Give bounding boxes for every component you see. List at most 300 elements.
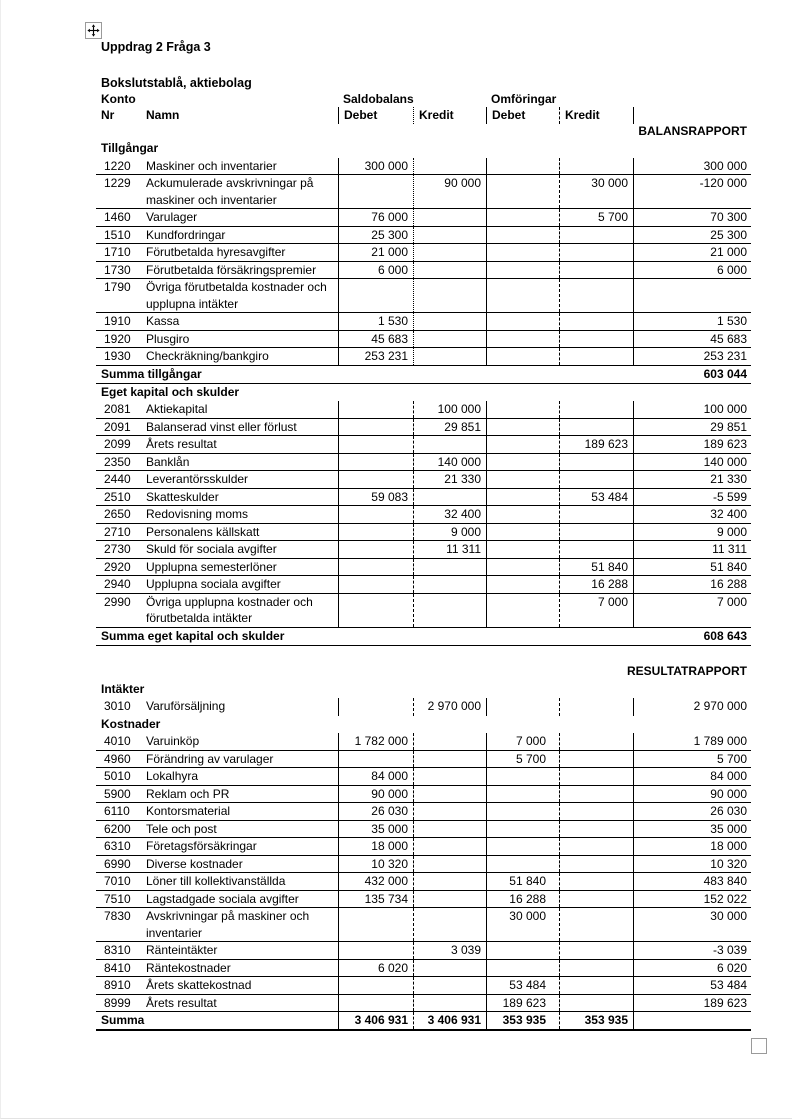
saldobalans-debet-cell[interactable]: 135 734 xyxy=(338,891,413,908)
account-row xyxy=(96,960,751,978)
omforingar-debet-cell[interactable] xyxy=(486,803,559,820)
account-name-cell[interactable]: Diverse kostnader xyxy=(146,856,243,871)
omforingar-kredit-cell[interactable]: 51 840 xyxy=(559,559,633,576)
table-resize-handle-icon[interactable] xyxy=(751,1038,767,1054)
rapport-value-cell[interactable]: -3 039 xyxy=(633,942,751,959)
saldobalans-debet-cell[interactable] xyxy=(338,175,413,208)
rapport-value-cell[interactable]: 16 288 xyxy=(633,576,751,593)
account-name-cell[interactable]: Skuld för sociala avgifter xyxy=(146,542,277,556)
account-row xyxy=(96,594,751,628)
omforingar-kredit-cell[interactable] xyxy=(559,419,633,436)
account-name-cell[interactable]: Skatteskulder xyxy=(146,489,219,504)
saldobalans-kredit-cell[interactable]: 100 000 xyxy=(413,401,486,418)
account-name-cell[interactable]: Ränteintäkter xyxy=(146,943,218,957)
saldobalans-kredit-cell[interactable] xyxy=(413,838,486,855)
account-name-cell[interactable]: Räntekostnader xyxy=(146,960,231,975)
saldobalans-debet-cell[interactable] xyxy=(338,995,413,1012)
omforingar-kredit-cell[interactable] xyxy=(559,471,633,488)
saldobalans-debet-cell[interactable]: 253 231 xyxy=(338,348,413,365)
account-number-cell[interactable]: 6310 xyxy=(104,839,131,853)
omforingar-kredit-cell[interactable] xyxy=(559,401,633,418)
rapport-value-cell[interactable]: 189 623 xyxy=(633,995,751,1012)
saldobalans-debet-cell[interactable]: 26 030 xyxy=(338,803,413,820)
omforingar-debet-cell[interactable] xyxy=(486,559,559,576)
account-name-cell[interactable]: Kundfordringar xyxy=(146,227,226,242)
omforingar-kredit-cell[interactable] xyxy=(559,891,633,908)
saldobalans-kredit-header: Kredit xyxy=(413,107,486,124)
account-number-cell[interactable]: 8999 xyxy=(104,995,131,1010)
saldobalans-debet-cell[interactable] xyxy=(338,436,413,453)
saldobalans-kredit-cell[interactable]: 11 311 xyxy=(413,541,486,558)
omforingar-kredit-cell[interactable] xyxy=(559,227,633,244)
account-name-cell[interactable]: Upplupna sociala avgifter xyxy=(146,577,281,591)
rapport-value-cell[interactable]: 2 970 000 xyxy=(633,698,751,716)
saldobalans-debet-cell[interactable] xyxy=(338,279,413,312)
account-number-cell[interactable]: 2510 xyxy=(104,489,131,504)
saldobalans-kredit-cell[interactable] xyxy=(413,331,486,348)
account-number-cell[interactable]: 7010 xyxy=(104,874,131,888)
rapport-value-cell[interactable]: 21 000 xyxy=(633,244,751,261)
account-name-cell[interactable]: Lagstadgade sociala avgifter xyxy=(146,891,299,906)
saldobalans-kredit-cell[interactable]: 140 000 xyxy=(413,454,486,471)
omforingar-kredit-cell[interactable] xyxy=(559,454,633,471)
saldobalans-debet-cell[interactable] xyxy=(338,471,413,488)
saldobalans-debet-cell[interactable]: 18 000 xyxy=(338,838,413,855)
account-number-cell[interactable]: 2940 xyxy=(104,577,131,591)
rapport-value-cell[interactable]: 1 789 000 xyxy=(633,733,751,750)
account-name-cell[interactable]: Kontorsmaterial xyxy=(146,804,231,818)
rapport-value-cell[interactable]: 21 330 xyxy=(633,471,751,488)
account-number-cell[interactable]: 1229 xyxy=(104,176,131,190)
rapport-value-cell[interactable]: 26 030 xyxy=(633,803,751,820)
rapport-value-cell[interactable] xyxy=(633,279,751,312)
saldobalans-kredit-cell[interactable] xyxy=(413,262,486,279)
saldobalans-kredit-cell[interactable] xyxy=(413,576,486,593)
rapport-value-cell[interactable]: 140 000 xyxy=(633,454,751,471)
account-name-cell[interactable]: Upplupna semesterlöner xyxy=(146,559,277,574)
account-number-cell[interactable]: 7510 xyxy=(104,891,131,906)
omforingar-kredit-cell[interactable] xyxy=(559,977,633,994)
omforingar-kredit-cell[interactable] xyxy=(559,158,633,175)
saldobalans-kredit-cell[interactable] xyxy=(413,594,486,627)
omforingar-kredit-cell[interactable] xyxy=(559,733,633,750)
omforingar-kredit-cell[interactable] xyxy=(559,244,633,261)
account-number-cell[interactable]: 3010 xyxy=(104,699,131,713)
saldobalans-debet-header: Debet xyxy=(338,107,413,124)
account-number-cell[interactable]: 1510 xyxy=(104,227,131,242)
saldobalans-kredit-cell[interactable] xyxy=(413,751,486,768)
saldobalans-kredit-cell[interactable] xyxy=(413,489,486,506)
saldobalans-kredit-cell[interactable] xyxy=(413,436,486,453)
omforingar-kredit-cell[interactable] xyxy=(559,262,633,279)
saldobalans-kredit-cell[interactable]: 9 000 xyxy=(413,524,486,541)
omforingar-kredit-cell[interactable]: 30 000 xyxy=(559,175,633,208)
account-name-cell[interactable]: Personalens källskatt xyxy=(146,524,260,539)
saldobalans-kredit-cell[interactable] xyxy=(413,821,486,838)
omforingar-kredit-cell[interactable] xyxy=(559,873,633,890)
account-number-cell[interactable]: 2091 xyxy=(104,419,131,434)
omforingar-debet-cell[interactable] xyxy=(486,419,559,436)
rapport-value-cell[interactable]: 32 400 xyxy=(633,506,751,523)
saldobalans-debet-cell[interactable] xyxy=(338,908,413,941)
omforingar-debet-cell[interactable] xyxy=(486,175,559,208)
omforingar-debet-cell[interactable]: 30 000 xyxy=(486,908,559,941)
account-name-cell[interactable]: Löner till kollektivanställda xyxy=(146,874,286,888)
account-number-cell[interactable]: 2710 xyxy=(104,524,131,539)
omforingar-debet-cell[interactable] xyxy=(486,942,559,959)
account-name-cell[interactable]: Redovisning moms xyxy=(146,507,249,521)
saldobalans-debet-cell[interactable] xyxy=(338,594,413,627)
account-number-cell[interactable]: 1710 xyxy=(104,245,131,259)
saldobalans-kredit-cell[interactable] xyxy=(413,960,486,977)
account-number-cell[interactable]: 2081 xyxy=(104,402,131,416)
column-group-header-row xyxy=(96,92,751,107)
rapport-value-cell[interactable]: 9 000 xyxy=(633,524,751,541)
saldobalans-kredit-cell[interactable] xyxy=(413,244,486,261)
rapport-value-cell[interactable]: 6 020 xyxy=(633,960,751,977)
account-number-cell[interactable]: 1730 xyxy=(104,262,131,277)
omforingar-kredit-cell[interactable] xyxy=(559,821,633,838)
saldobalans-kredit-cell[interactable]: 90 000 xyxy=(413,175,486,208)
rapport-value-cell[interactable]: -5 599 xyxy=(633,489,751,506)
account-name-cell[interactable]: Kassa xyxy=(146,314,180,328)
rapport-value-cell[interactable]: 10 320 xyxy=(633,856,751,873)
saldobalans-debet-cell[interactable]: 59 083 xyxy=(338,489,413,506)
rapport-value-cell[interactable]: 90 000 xyxy=(633,786,751,803)
saldobalans-kredit-cell[interactable]: 3 039 xyxy=(413,942,486,959)
account-number-cell[interactable]: 6110 xyxy=(104,804,130,818)
omforingar-kredit-cell[interactable]: 53 484 xyxy=(559,489,633,506)
rapport-value-cell[interactable]: 35 000 xyxy=(633,821,751,838)
saldobalans-debet-cell[interactable] xyxy=(338,977,413,994)
saldobalans-debet-cell[interactable] xyxy=(338,401,413,418)
account-row xyxy=(96,471,751,489)
account-row xyxy=(96,698,751,716)
table-body xyxy=(96,140,751,1031)
omforingar-kredit-cell[interactable] xyxy=(559,856,633,873)
account-number-cell[interactable]: 2350 xyxy=(104,454,131,469)
saldobalans-kredit-cell[interactable] xyxy=(413,733,486,750)
account-name-cell[interactable]: Årets skattekostnad xyxy=(146,978,252,992)
rapport-value-cell[interactable]: 18 000 xyxy=(633,838,751,855)
saldobalans-debet-cell[interactable] xyxy=(338,506,413,523)
rapport-value-cell[interactable]: 29 851 xyxy=(633,419,751,436)
omforingar-debet-cell[interactable] xyxy=(486,244,559,261)
saldobalans-kredit-cell[interactable] xyxy=(413,279,486,312)
account-number-cell[interactable]: 1220 xyxy=(104,158,131,173)
omforingar-kredit-cell[interactable] xyxy=(559,524,633,541)
omforingar-kredit-cell[interactable] xyxy=(559,942,633,959)
summary-row xyxy=(96,628,751,646)
saldobalans-debet-cell[interactable] xyxy=(338,541,413,558)
omforingar-debet-header: Debet xyxy=(486,107,559,124)
saldobalans-debet-cell[interactable]: 300 000 xyxy=(338,158,413,175)
section-header-row: Kostnader xyxy=(101,716,161,731)
account-name-cell[interactable]: Övriga förutbetalda kostnader och upplupna intäkter xyxy=(146,280,327,311)
account-name-cell[interactable]: Leverantörsskulder xyxy=(146,472,249,486)
saldobalans-debet-cell[interactable] xyxy=(338,559,413,576)
account-name-cell[interactable]: Varulager xyxy=(146,210,198,224)
account-name-cell[interactable]: Förutbetalda hyresavgifter xyxy=(146,245,286,259)
table-content xyxy=(96,0,751,1031)
account-name-cell[interactable]: Lokalhyra xyxy=(146,769,199,783)
account-number-cell[interactable]: 8310 xyxy=(104,943,131,957)
account-row xyxy=(96,733,751,751)
omforingar-debet-cell[interactable] xyxy=(486,506,559,523)
saldobalans-kredit-cell[interactable] xyxy=(413,891,486,908)
rapport-value-cell[interactable]: 152 022 xyxy=(633,891,751,908)
saldobalans-debet-cell[interactable] xyxy=(338,698,413,716)
omforingar-debet-cell[interactable] xyxy=(486,489,559,506)
account-name-cell[interactable]: Aktiekapital xyxy=(146,402,208,416)
saldobalans-kredit-cell[interactable]: 32 400 xyxy=(413,506,486,523)
account-name-cell[interactable]: Övriga upplupna kostnader och förutbetalda intäkter xyxy=(146,594,313,625)
omforingar-kredit-cell[interactable] xyxy=(559,786,633,803)
omforingar-kredit-cell[interactable]: 189 623 xyxy=(559,436,633,453)
account-row xyxy=(96,489,751,507)
account-name-cell[interactable]: Företagsförsäkringar xyxy=(146,839,257,853)
account-number-cell[interactable]: 4960 xyxy=(104,751,131,766)
account-number-cell[interactable]: 7830 xyxy=(104,909,131,923)
rapport-value-cell[interactable]: 6 000 xyxy=(633,262,751,279)
account-number-cell[interactable]: 2730 xyxy=(104,542,131,556)
rapport-value-cell[interactable]: 7 000 xyxy=(633,594,751,627)
omforingar-debet-cell[interactable] xyxy=(486,856,559,873)
rapport-value-cell[interactable]: 70 300 xyxy=(633,209,751,226)
saldobalans-debet-cell[interactable]: 76 000 xyxy=(338,209,413,226)
saldobalans-kredit-cell[interactable] xyxy=(413,313,486,330)
account-row xyxy=(96,908,751,942)
account-number-cell[interactable]: 8910 xyxy=(104,978,131,992)
account-number-cell[interactable]: 1460 xyxy=(104,210,131,224)
omforingar-debet-cell[interactable] xyxy=(486,786,559,803)
account-row xyxy=(96,262,751,280)
omforingar-debet-cell[interactable] xyxy=(486,262,559,279)
saldobalans-debet-cell[interactable]: 1 782 000 xyxy=(338,733,413,750)
account-row xyxy=(96,279,751,313)
omforingar-debet-cell[interactable]: 16 288 xyxy=(486,891,559,908)
omforingar-debet-cell[interactable] xyxy=(486,331,559,348)
omforingar-kredit-cell[interactable] xyxy=(559,279,633,312)
account-number-cell[interactable]: 6990 xyxy=(104,856,131,871)
account-number-cell[interactable]: 5900 xyxy=(104,786,131,801)
omforingar-kredit-cell[interactable] xyxy=(559,768,633,785)
rapport-value-cell[interactable]: 253 231 xyxy=(633,348,751,365)
rapport-value-cell[interactable]: 84 000 xyxy=(633,768,751,785)
saldobalans-kredit-cell[interactable] xyxy=(413,227,486,244)
account-number-cell[interactable]: 1920 xyxy=(104,331,131,346)
omforingar-kredit-cell[interactable]: 16 288 xyxy=(559,576,633,593)
saldobalans-kredit-cell[interactable] xyxy=(413,873,486,890)
account-row xyxy=(96,227,751,245)
omforingar-debet-cell[interactable] xyxy=(486,436,559,453)
omforingar-debet-cell[interactable] xyxy=(486,227,559,244)
omforingar-kredit-cell[interactable] xyxy=(559,803,633,820)
table-title: Bokslutstablå, aktiebolag xyxy=(101,76,252,90)
account-name-cell[interactable]: Maskiner och inventarier xyxy=(146,158,277,173)
account-number-cell[interactable]: 2099 xyxy=(104,437,131,451)
rapport-value-cell[interactable]: 1 530 xyxy=(633,313,751,330)
rapport-value-cell[interactable]: 5 700 xyxy=(633,751,751,768)
saldobalans-debet-cell[interactable] xyxy=(338,751,413,768)
omforingar-debet-cell[interactable] xyxy=(486,401,559,418)
omforingar-kredit-cell[interactable] xyxy=(559,908,633,941)
rapport-value-cell[interactable]: 25 300 xyxy=(633,227,751,244)
omforingar-debet-cell[interactable] xyxy=(486,698,559,716)
rapport-value-cell[interactable]: -120 000 xyxy=(633,175,751,208)
account-row xyxy=(96,244,751,262)
omforingar-kredit-cell[interactable] xyxy=(559,506,633,523)
rapport-value-cell[interactable]: 45 683 xyxy=(633,331,751,348)
account-number-cell[interactable]: 2650 xyxy=(104,507,131,521)
saldobalans-kredit-cell[interactable] xyxy=(413,559,486,576)
account-name-cell[interactable]: Ackumulerade avskrivningar på maskiner och inventarier xyxy=(146,176,314,207)
saldobalans-debet-cell[interactable]: 84 000 xyxy=(338,768,413,785)
omforingar-kredit-cell[interactable] xyxy=(559,313,633,330)
saldobalans-debet-cell[interactable] xyxy=(338,419,413,436)
omforingar-kredit-cell[interactable] xyxy=(559,331,633,348)
saldobalans-debet-cell[interactable]: 6 020 xyxy=(338,960,413,977)
rapport-value-cell[interactable]: 300 000 xyxy=(633,158,751,175)
account-number-cell[interactable]: 8410 xyxy=(104,960,131,975)
saldobalans-kredit-cell[interactable] xyxy=(413,803,486,820)
summary-total: 603 044 xyxy=(703,366,747,381)
saldobalans-group-header: Saldobalans xyxy=(343,92,414,106)
rapport-value-cell[interactable]: 100 000 xyxy=(633,401,751,418)
saldobalans-kredit-cell[interactable] xyxy=(413,908,486,941)
omforingar-kredit-cell[interactable] xyxy=(559,751,633,768)
rapport-value-cell[interactable]: 189 623 xyxy=(633,436,751,453)
account-name-cell[interactable]: Tele och post xyxy=(146,821,217,836)
saldobalans-kredit-cell[interactable]: 29 851 xyxy=(413,419,486,436)
section-header-row: Eget kapital och skulder xyxy=(101,384,240,399)
omforingar-debet-cell[interactable] xyxy=(486,960,559,977)
saldobalans-debet-cell[interactable]: 6 000 xyxy=(338,262,413,279)
saldobalans-debet-cell[interactable]: 25 300 xyxy=(338,227,413,244)
omforingar-debet-cell[interactable] xyxy=(486,209,559,226)
saldobalans-kredit-cell[interactable]: 2 970 000 xyxy=(413,698,486,716)
summary-total: 608 643 xyxy=(703,628,747,643)
account-number-cell[interactable]: 1790 xyxy=(104,280,131,294)
resultatrapport-label: RESULTATRAPPORT xyxy=(627,664,747,678)
account-name-cell[interactable]: Plusgiro xyxy=(146,331,190,346)
omforingar-debet-cell[interactable] xyxy=(486,524,559,541)
omforingar-debet-cell[interactable] xyxy=(486,158,559,175)
saldobalans-debet-cell[interactable] xyxy=(338,576,413,593)
balansrapport-label: BALANSRAPPORT xyxy=(638,124,747,138)
account-name-cell[interactable]: Avskrivningar på maskiner och inventarier xyxy=(146,909,310,940)
saldobalans-debet-cell[interactable]: 10 320 xyxy=(338,856,413,873)
account-name-cell[interactable]: Varuförsäljning xyxy=(146,699,226,713)
account-name-cell[interactable]: Varuinköp xyxy=(146,734,200,748)
account-name-cell[interactable]: Banklån xyxy=(146,454,190,469)
saldobalans-kredit-cell[interactable] xyxy=(413,856,486,873)
account-name-cell[interactable]: Balanserad vinst eller förlust xyxy=(146,419,297,434)
account-name-cell[interactable]: Årets resultat xyxy=(146,995,217,1010)
account-name-cell[interactable]: Reklam och PR xyxy=(146,786,230,801)
account-number-cell[interactable]: 2920 xyxy=(104,559,131,574)
rapport-value-cell[interactable]: 30 000 xyxy=(633,908,751,941)
omforingar-kredit-cell[interactable]: 7 000 xyxy=(559,594,633,627)
omforingar-debet-cell[interactable]: 7 000 xyxy=(486,733,559,750)
account-number-cell[interactable]: 5010 xyxy=(104,769,131,783)
omforingar-debet-cell[interactable] xyxy=(486,348,559,365)
omforingar-kredit-cell[interactable] xyxy=(559,348,633,365)
omforingar-debet-cell[interactable]: 189 623 xyxy=(486,995,559,1012)
omforingar-debet-cell[interactable] xyxy=(486,313,559,330)
saldobalans-kredit-cell[interactable] xyxy=(413,348,486,365)
omforingar-debet-cell[interactable] xyxy=(486,821,559,838)
omforingar-debet-cell[interactable] xyxy=(486,541,559,558)
omforingar-debet-cell[interactable] xyxy=(486,768,559,785)
saldobalans-kredit-cell[interactable] xyxy=(413,768,486,785)
nr-header: Nr xyxy=(101,108,115,122)
omforingar-debet-cell[interactable]: 53 484 xyxy=(486,977,559,994)
omforingar-debet-cell[interactable] xyxy=(486,471,559,488)
saldobalans-debet-cell[interactable] xyxy=(338,524,413,541)
saldobalans-debet-cell[interactable] xyxy=(338,942,413,959)
saldobalans-debet-cell[interactable] xyxy=(338,454,413,471)
account-number-cell[interactable]: 4010 xyxy=(104,734,131,748)
omforingar-kredit-cell[interactable]: 5 700 xyxy=(559,209,633,226)
omforingar-debet-cell[interactable]: 51 840 xyxy=(486,873,559,890)
saldobalans-kredit-cell[interactable] xyxy=(413,209,486,226)
account-name-cell[interactable]: Förutbetalda försäkringspremier xyxy=(146,262,317,277)
account-number-cell[interactable]: 2440 xyxy=(104,472,131,486)
omforingar-kredit-cell[interactable] xyxy=(559,838,633,855)
omforingar-group-header: Omföringar xyxy=(491,92,557,106)
account-name-cell[interactable]: Checkräkning/bankgiro xyxy=(146,349,269,363)
account-name-cell[interactable]: Förändring av varulager xyxy=(146,751,274,766)
account-row xyxy=(96,803,751,821)
saldobalans-debet-cell[interactable]: 1 530 xyxy=(338,313,413,330)
account-number-cell[interactable]: 6200 xyxy=(104,821,131,836)
omforingar-debet-cell[interactable] xyxy=(486,838,559,855)
account-number-cell[interactable]: 1930 xyxy=(104,349,131,363)
account-row xyxy=(96,506,751,524)
rapport-value-cell[interactable]: 11 311 xyxy=(633,541,751,558)
saldobalans-kredit-cell[interactable] xyxy=(413,158,486,175)
rapport-value-cell[interactable]: 51 840 xyxy=(633,559,751,576)
omforingar-debet-cell[interactable] xyxy=(486,279,559,312)
omforingar-debet-cell[interactable]: 5 700 xyxy=(486,751,559,768)
omforingar-kredit-cell[interactable] xyxy=(559,541,633,558)
omforingar-kredit-cell[interactable] xyxy=(559,960,633,977)
account-name-cell[interactable]: Årets resultat xyxy=(146,437,217,451)
omforingar-debet-cell[interactable] xyxy=(486,454,559,471)
omforingar-kredit-cell[interactable] xyxy=(559,698,633,716)
account-number-cell[interactable]: 1910 xyxy=(104,314,131,328)
saldobalans-debet-cell[interactable]: 432 000 xyxy=(338,873,413,890)
saldobalans-kredit-cell[interactable] xyxy=(413,977,486,994)
saldobalans-kredit-cell[interactable]: 21 330 xyxy=(413,471,486,488)
rapport-value-cell[interactable]: 483 840 xyxy=(633,873,751,890)
saldobalans-debet-cell[interactable]: 21 000 xyxy=(338,244,413,261)
account-row xyxy=(96,313,751,331)
saldobalans-debet-cell[interactable]: 45 683 xyxy=(338,331,413,348)
account-row xyxy=(96,838,751,856)
rapport-value-cell[interactable]: 53 484 xyxy=(633,977,751,994)
omforingar-debet-cell[interactable] xyxy=(486,576,559,593)
saldobalans-debet-cell[interactable]: 90 000 xyxy=(338,786,413,803)
saldobalans-debet-cell[interactable]: 35 000 xyxy=(338,821,413,838)
account-row xyxy=(96,576,751,594)
omforingar-debet-cell[interactable] xyxy=(486,594,559,627)
saldobalans-kredit-cell[interactable] xyxy=(413,995,486,1012)
account-number-cell[interactable]: 2990 xyxy=(104,594,131,609)
omforingar-kredit-cell[interactable] xyxy=(559,995,633,1012)
saldobalans-kredit-cell[interactable] xyxy=(413,786,486,803)
